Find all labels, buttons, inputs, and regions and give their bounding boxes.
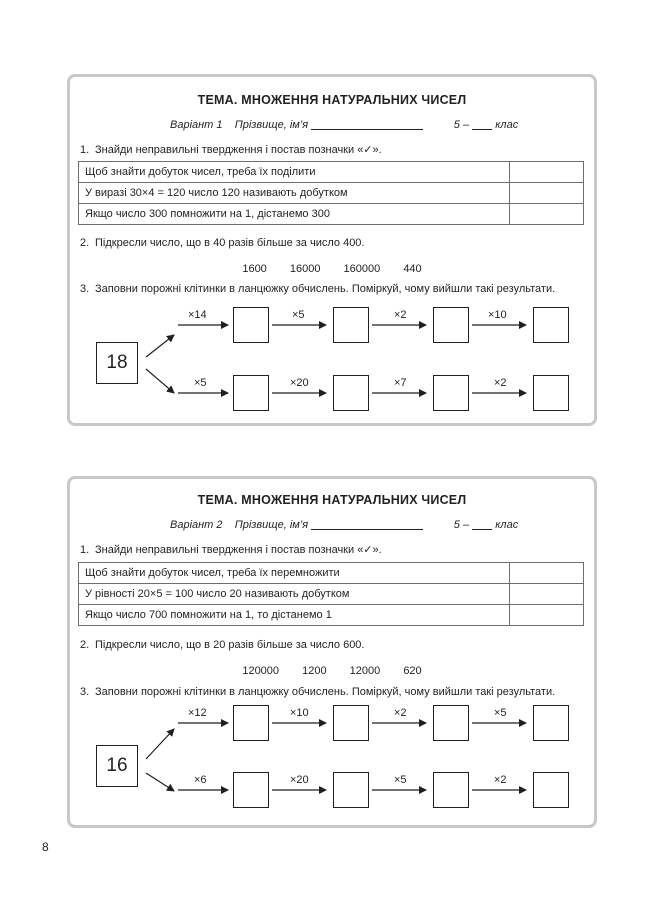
operation-label: ×7 [394, 377, 407, 389]
question-text: Заповни порожні клітинки в ланцюжку обчислень. Поміркуй, чому вийшли такі результати. [95, 283, 556, 295]
variant-label: Варіант 1 [170, 119, 223, 131]
class-field[interactable] [472, 529, 492, 530]
class-suffix: клас [495, 519, 519, 531]
answer-cell[interactable] [233, 375, 269, 411]
start-number: 16 [96, 745, 138, 787]
topic-title: ТЕМА. МНОЖЕННЯ НАТУРАЛЬНИХ ЧИСЕЛ [197, 93, 467, 107]
topic-title: ТЕМА. МНОЖЕННЯ НАТУРАЛЬНИХ ЧИСЕЛ [197, 493, 467, 507]
answer-cell[interactable] [433, 307, 469, 343]
surname-field[interactable] [311, 529, 423, 530]
option-number[interactable]: 1600 [242, 263, 267, 275]
question-3 [80, 686, 555, 698]
answer-cell[interactable] [433, 375, 469, 411]
answer-cell[interactable] [333, 307, 369, 343]
statement-text: Щоб знайти добуток чисел, треба їх перемножити [79, 563, 510, 584]
operation-label: ×14 [188, 309, 207, 321]
table-row [79, 584, 584, 605]
question-text: Знайди неправильні твердження і постав позначки «✓». [95, 144, 382, 156]
check-cell[interactable] [510, 584, 584, 605]
surname-label: Прізвище, ім’я [234, 519, 309, 531]
operation-label: ×20 [290, 774, 309, 786]
calculation-chain [70, 299, 600, 449]
answer-cell[interactable] [233, 307, 269, 343]
branch-arrow-down [146, 773, 174, 791]
option-number[interactable]: 440 [403, 263, 422, 275]
operation-label: ×10 [488, 309, 507, 321]
answer-cell[interactable] [233, 772, 269, 808]
operation-label: ×2 [394, 707, 407, 719]
operation-label: ×5 [194, 377, 207, 389]
statement-text: У виразі 30×4 = 120 число 120 називають добутком [79, 183, 510, 204]
table-row [79, 183, 584, 204]
question-text: Знайди неправильні твердження і постав позначки «✓». [95, 544, 382, 556]
question-text: Підкресли число, що в 20 разів більше за число 600. [95, 639, 365, 651]
question-number: 2. [80, 237, 90, 249]
option-number[interactable]: 160000 [343, 263, 381, 275]
operation-label: ×6 [194, 774, 207, 786]
class-prefix: 5 – [453, 519, 470, 531]
option-number[interactable]: 120000 [242, 665, 280, 677]
operation-label: ×5 [494, 707, 507, 719]
worksheet-variant-1 [67, 74, 597, 426]
statement-text: Якщо число 700 помножити на 1, то дістанемо 1 [79, 605, 510, 626]
branch-arrow-down [146, 369, 174, 393]
question-1 [80, 143, 382, 156]
answer-cell[interactable] [533, 307, 569, 343]
calculation-chain [70, 703, 600, 853]
class-field[interactable] [472, 129, 492, 130]
answer-cell[interactable] [233, 705, 269, 741]
statements-table [78, 562, 584, 626]
operation-label: ×20 [290, 377, 309, 389]
student-info-line [170, 519, 518, 531]
answer-cell[interactable] [333, 375, 369, 411]
worksheet-variant-2 [67, 476, 597, 828]
check-cell[interactable] [510, 563, 584, 584]
variant-label: Варіант 2 [170, 519, 223, 531]
table-row [79, 204, 584, 225]
table-row [79, 605, 584, 626]
student-info-line [170, 119, 518, 131]
question-2 [80, 639, 364, 651]
option-number[interactable]: 620 [403, 665, 422, 677]
answer-cell[interactable] [533, 772, 569, 808]
operation-label: ×2 [394, 309, 407, 321]
table-row [79, 563, 584, 584]
check-cell[interactable] [510, 183, 584, 204]
question-text: Підкресли число, що в 40 разів більше за число 400. [95, 237, 365, 249]
answer-cell[interactable] [333, 772, 369, 808]
question-number: 3. [80, 283, 90, 295]
branch-arrow-up [146, 335, 174, 357]
class-suffix: клас [495, 119, 519, 131]
question-2 [80, 237, 364, 249]
answer-cell[interactable] [533, 375, 569, 411]
check-cell[interactable] [510, 204, 584, 225]
option-number[interactable]: 1200 [302, 665, 327, 677]
check-cell[interactable] [510, 162, 584, 183]
operation-label: ×12 [188, 707, 207, 719]
start-number: 18 [96, 342, 138, 384]
operation-label: ×10 [290, 707, 309, 719]
page-number: 8 [42, 840, 49, 854]
operation-label: ×5 [292, 309, 305, 321]
question-1 [80, 543, 382, 556]
answer-options [70, 665, 594, 677]
question-number: 1. [80, 144, 90, 156]
answer-options [70, 263, 594, 275]
class-prefix: 5 – [453, 119, 470, 131]
operation-label: ×5 [394, 774, 407, 786]
branch-arrow-up [146, 729, 174, 759]
operation-label: ×2 [494, 774, 507, 786]
answer-cell[interactable] [333, 705, 369, 741]
statement-text: Щоб знайти добуток чисел, треба їх поділити [79, 162, 510, 183]
table-row [79, 162, 584, 183]
answer-cell[interactable] [533, 705, 569, 741]
answer-cell[interactable] [433, 705, 469, 741]
option-number[interactable]: 12000 [349, 665, 381, 677]
statements-table [78, 161, 584, 225]
option-number[interactable]: 16000 [289, 263, 321, 275]
surname-label: Прізвище, ім’я [234, 119, 309, 131]
question-number: 3. [80, 686, 90, 698]
question-number: 1. [80, 544, 90, 556]
question-number: 2. [80, 639, 90, 651]
statement-text: Якщо число 300 помножити на 1, дістанемо 300 [79, 204, 510, 225]
operation-label: ×2 [494, 377, 507, 389]
check-cell[interactable] [510, 605, 584, 626]
surname-field[interactable] [311, 129, 423, 130]
statement-text: У рівності 20×5 = 100 число 20 називають добутком [79, 584, 510, 605]
answer-cell[interactable] [433, 772, 469, 808]
question-3 [80, 283, 555, 295]
question-text: Заповни порожні клітинки в ланцюжку обчислень. Поміркуй, чому вийшли такі результати. [95, 686, 556, 698]
